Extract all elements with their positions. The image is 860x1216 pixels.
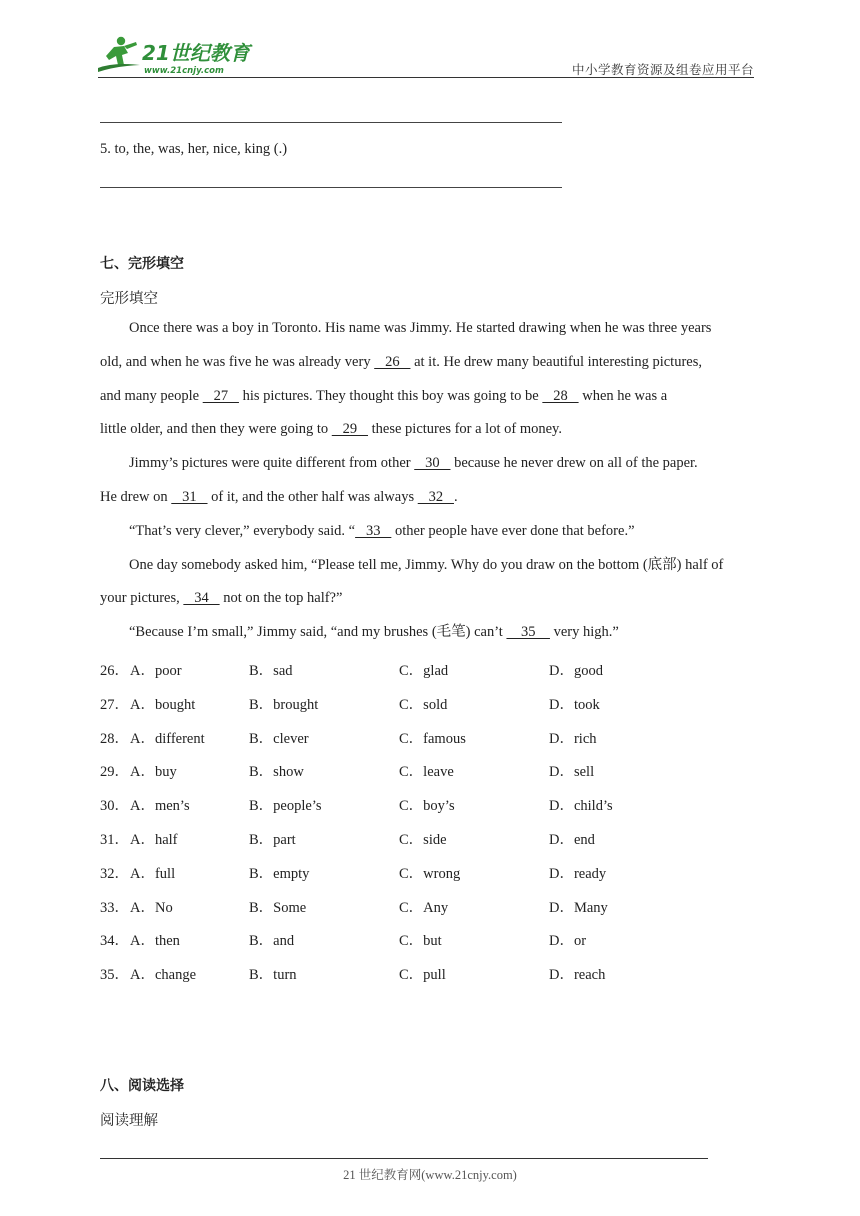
footer-divider [100,1158,708,1159]
passage-line [100,582,756,616]
option-b: B．people’s [249,798,322,815]
option-b: B．clever [249,730,309,747]
blank-number: 32 [417,488,454,505]
header-divider [98,77,754,78]
option-d: D．ready [549,865,607,882]
option-c: C．glad [399,663,449,679]
section-8-subtitle: 阅读理解 [100,1113,158,1129]
option-a: A．buy [130,764,177,781]
option-row [100,659,700,679]
passage-line [100,380,756,414]
option-b: B．empty [249,865,310,882]
passage-text: these pictures for a lot of money. [368,421,562,438]
option-a: A．poor [130,663,182,679]
passage-text: One day somebody asked him, “Please tell me, Jimmy. Why do you draw on the bottom (底部) half of [129,556,724,573]
option-d: D．good [549,663,603,679]
passage-text: very high.” [549,624,619,641]
option-a: A．different [130,730,205,747]
section-8-title: 八、阅读选择 [100,1078,184,1094]
passage-text: when he was a [578,387,668,404]
blank-number: 34 [183,590,220,607]
blank-number: 27 [202,387,239,404]
passage-text: old, and when he was five he was already very [100,353,375,370]
option-c: C．sold [399,696,448,713]
passage-text: not on the top half?” [219,590,343,607]
passage-text: little older, and then they were going to [100,421,332,438]
blank-number: 33 [355,522,392,539]
option-c: C．leave [399,764,454,781]
question-number: 34． [100,933,129,950]
option-c: C．but [399,933,442,950]
passage-text: at it. He drew many beautiful interesting pictures, [410,353,702,370]
option-b: B．part [249,832,296,848]
option-d: D．reach [549,967,606,984]
option-b: B．show [249,764,304,781]
section-7-subtitle: 完形填空 [100,291,158,307]
question-5: 5. to, the, was, her, nice, king (.) [100,141,288,157]
question-number: 33． [100,899,129,916]
option-c: C．famous [399,730,466,747]
passage-text: of it, and the other half was always [207,488,418,505]
option-a: A．change [130,967,197,984]
passage-text: “Because I’m small,” Jimmy said, “and my brushes (毛笔) can’t [129,624,507,641]
option-row [100,760,700,780]
option-a: A．full [130,865,176,882]
blank-number: 28 [542,387,579,404]
blank-number: 29 [331,421,369,438]
passage-text: . [453,488,458,505]
option-b: B．Some [249,899,307,916]
option-row [100,828,700,848]
cloze-passage [100,312,756,650]
passage-text: Once there was a boy in Toronto. His name was Jimmy. He started drawing when he was three years [129,320,712,336]
logo-text: 21世纪教育 [142,41,250,65]
logo [94,34,264,78]
question-number: 35． [100,967,129,984]
option-d: D．or [549,933,587,950]
option-row [100,693,700,713]
option-b: B．turn [249,967,297,984]
passage-line [100,346,756,380]
blank-number: 30 [414,455,451,472]
blank-number: 31 [171,488,208,505]
logo-url: www.21cnjy.com [144,66,224,76]
option-d: D．child’s [549,798,613,815]
option-b: B．brought [249,696,319,713]
option-a: A．No [130,899,173,916]
passage-text: Jimmy’s pictures were quite different from other [129,455,415,472]
option-row [100,963,700,983]
passage-text: other people have ever done that before.” [391,522,635,539]
option-d: D．Many [549,899,608,916]
option-a: A．half [130,832,178,848]
passage-line [100,515,756,549]
option-row [100,794,700,814]
answer-line [100,122,562,123]
option-d: D．rich [549,730,597,747]
passage-line [100,549,756,583]
option-row [100,727,700,747]
passage-line [100,481,756,515]
runner-icon [98,37,140,72]
question-number: 32． [100,865,129,882]
section-7-title: 七、完形填空 [100,256,184,272]
answer-line [100,187,562,188]
passage-text: He drew on [100,488,172,505]
passage-line [100,413,756,447]
question-number: 26． [100,663,129,679]
question-number: 29． [100,764,129,781]
option-row [100,862,700,882]
option-b: B．and [249,933,295,950]
option-a: A．then [130,933,180,950]
option-d: D．end [549,832,595,848]
passage-text: your pictures, [100,590,184,607]
passage-line [100,447,756,481]
option-a: A．men’s [130,798,190,815]
option-row [100,896,700,916]
option-row [100,929,700,949]
question-number: 28． [100,730,129,747]
blank-number: 35 [506,624,550,641]
question-number: 30． [100,798,129,815]
option-a: A．bought [130,696,196,713]
passage-text: “That’s very clever,” everybody said. “ [129,522,356,539]
blank-number: 26 [374,353,411,370]
passage-text: and many people [100,387,203,404]
option-c: C．pull [399,967,446,984]
passage-text: his pictures. They thought this boy was going to be [238,387,543,404]
option-c: C．Any [399,899,449,916]
passage-text: because he never drew on all of the paper. [450,455,698,472]
header-platform-text: 中小学教育资源及组卷应用平台 [571,63,754,77]
passage-line [100,312,756,346]
passage-line [100,616,756,650]
question-number: 27． [100,696,129,713]
question-number: 31． [100,832,129,848]
option-c: C．boy’s [399,798,455,815]
option-d: D．sell [549,764,595,781]
option-b: B．sad [249,663,293,679]
option-c: C．wrong [399,865,461,882]
footer-text: 21 世纪教育网(www.21cnjy.com) [343,1168,517,1182]
option-c: C．side [399,832,447,848]
option-d: D．took [549,696,600,713]
